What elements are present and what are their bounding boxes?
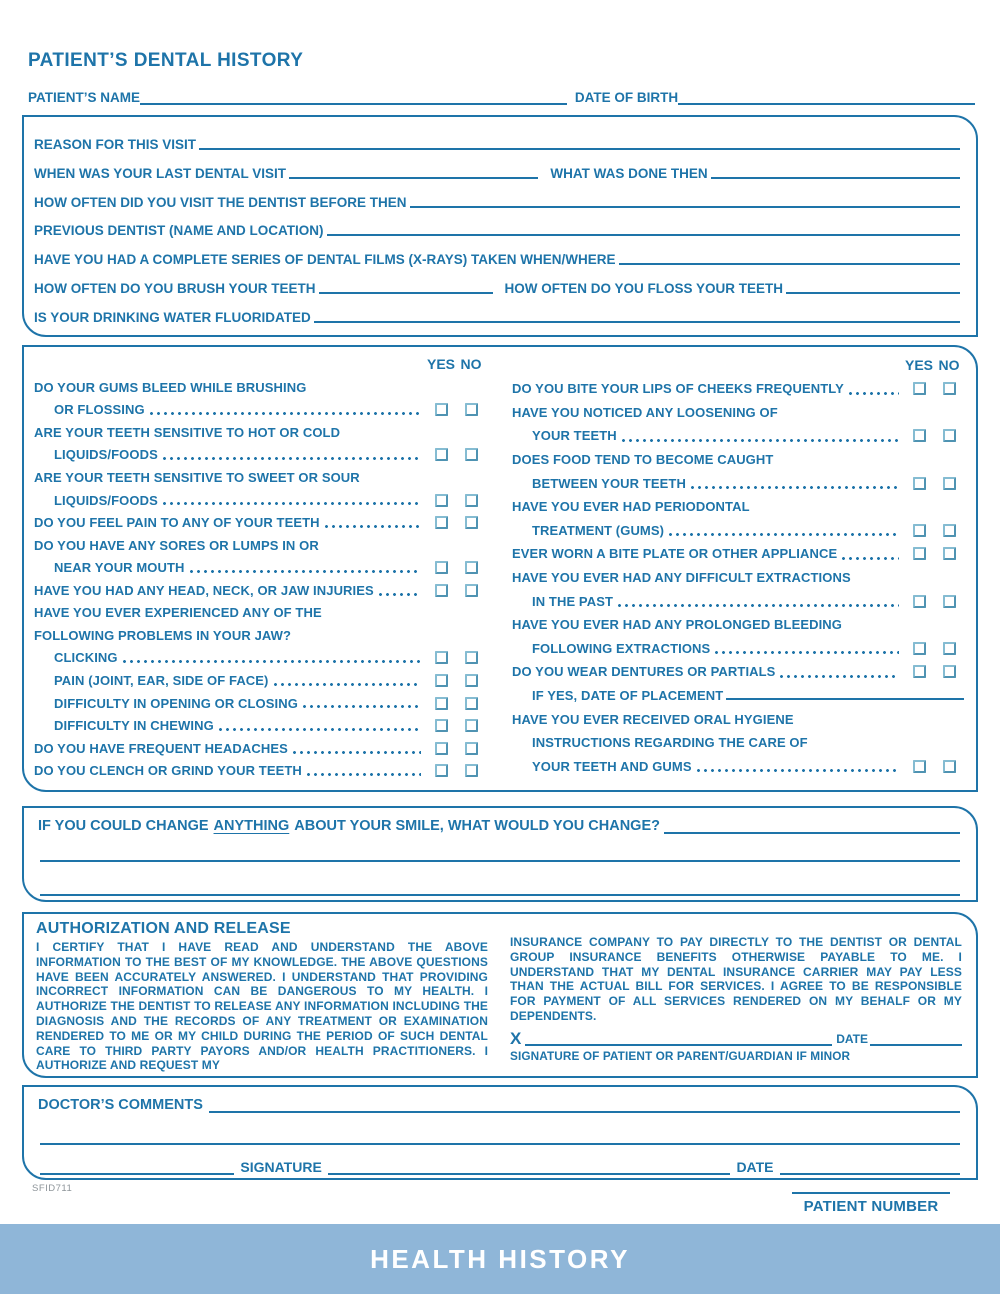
question-text: DIFFICULTY IN OPENING OR CLOSING [54, 695, 298, 711]
no-checkbox-cell [934, 760, 964, 773]
signature-row [510, 1028, 962, 1048]
yes-checkbox-cell [426, 764, 456, 777]
question-line [512, 542, 964, 566]
yes-checkbox[interactable] [913, 524, 926, 537]
question-text: DO YOU BITE YOUR LIPS OF CHEEKS FREQUENTLY [512, 381, 844, 397]
yes-checkbox-cell [426, 719, 456, 732]
question-text: ARE YOUR TEETH SENSITIVE TO HOT OR COLD [34, 424, 341, 440]
no-column-header: NO [938, 357, 960, 373]
no-checkbox[interactable] [943, 642, 956, 655]
dot-leader [163, 502, 421, 505]
question-text: ARE YOUR TEETH SENSITIVE TO SWEET OR SOUR [34, 469, 360, 485]
yes-checkbox-cell [904, 547, 934, 560]
doctor-signature-row [40, 1153, 960, 1175]
question-line [512, 424, 964, 448]
question-text: IF YES, DATE OF PLACEMENT [532, 688, 724, 704]
question-line [512, 448, 964, 472]
smile-question-suffix: ABOUT YOUR SMILE, WHAT WOULD YOU CHANGE? [294, 818, 660, 834]
question-line [34, 692, 486, 715]
visit-question-row [34, 125, 960, 152]
question-line [512, 613, 964, 637]
dot-leader [669, 533, 899, 536]
signature-caption: SIGNATURE OF PATIENT OR PARENT/GUARDIAN IF MINOR [510, 1048, 851, 1063]
dot-leader [842, 557, 899, 560]
yes-checkbox-cell [904, 760, 934, 773]
no-checkbox-cell [456, 584, 486, 597]
no-checkbox[interactable] [465, 448, 478, 461]
health-history-banner [0, 1224, 1000, 1294]
no-checkbox[interactable] [943, 524, 956, 537]
question-text: IN THE PAST [532, 593, 614, 609]
no-checkbox-cell [456, 561, 486, 574]
page-title: PATIENT’S DENTAL HISTORY [28, 50, 304, 71]
question-line [34, 444, 486, 467]
dot-leader [163, 457, 421, 460]
yes-checkbox[interactable] [913, 477, 926, 490]
question-line [512, 684, 964, 708]
yes-checkbox[interactable] [435, 448, 448, 461]
patient-number-block [792, 1192, 950, 1215]
question-text: HAVE YOU EVER HAD PERIODONTAL [512, 499, 750, 515]
smile-question-line [38, 818, 960, 834]
no-checkbox-cell [456, 719, 486, 732]
dot-leader [622, 439, 899, 442]
no-checkbox[interactable] [465, 403, 478, 416]
no-checkbox-cell [934, 642, 964, 655]
no-checkbox[interactable] [465, 697, 478, 710]
doctor-date-label: DATE [736, 1159, 774, 1175]
visit-question-row [34, 269, 960, 296]
field-label: PREVIOUS DENTIST (NAME AND LOCATION) [34, 223, 324, 239]
patient-number-input-line[interactable] [792, 1192, 950, 1194]
dot-leader [150, 412, 421, 415]
question-text: HAVE YOU EVER HAD ANY PROLONGED BLEEDING [512, 617, 843, 633]
smile-answer-line-3[interactable] [40, 894, 960, 896]
smile-answer-line-2[interactable] [40, 860, 960, 862]
fill-in-line[interactable] [410, 196, 960, 208]
no-checkbox[interactable] [943, 547, 956, 560]
question-line [512, 589, 964, 613]
question-line [512, 637, 964, 661]
patient-name-row [28, 90, 975, 105]
yes-checkbox[interactable] [435, 697, 448, 710]
doctor-signature-label: SIGNATURE [240, 1159, 322, 1175]
question-text: YOUR TEETH [532, 428, 617, 444]
no-checkbox[interactable] [943, 760, 956, 773]
question-text: DO YOU CLENCH OR GRIND YOUR TEETH [34, 763, 302, 779]
smile-question-box [22, 806, 978, 902]
question-line [34, 602, 486, 625]
fill-in-line[interactable] [711, 167, 960, 179]
question-line [512, 707, 964, 731]
dot-leader [303, 705, 421, 708]
no-checkbox-cell [934, 547, 964, 560]
yes-checkbox[interactable] [435, 742, 448, 755]
question-line [34, 737, 486, 760]
question-text: EVER WORN A BITE PLATE OR OTHER APPLIANCE [512, 546, 838, 562]
no-checkbox-cell [934, 382, 964, 395]
fill-in-line[interactable] [327, 224, 961, 236]
visit-question-row [34, 183, 960, 210]
patient-number-label: PATIENT NUMBER [803, 1198, 939, 1215]
no-checkbox-cell [934, 595, 964, 608]
question-line [34, 399, 486, 422]
no-checkbox-cell [456, 448, 486, 461]
dot-leader [307, 773, 421, 776]
question-text: DO YOUR GUMS BLEED WHILE BRUSHING [34, 379, 307, 395]
no-checkbox[interactable] [465, 764, 478, 777]
dot-leader [274, 683, 422, 686]
no-checkbox[interactable] [943, 595, 956, 608]
question-line [512, 660, 964, 684]
no-checkbox[interactable] [465, 651, 478, 664]
question-line [34, 647, 486, 670]
question-text: CLICKING [54, 650, 118, 666]
visit-question-row [34, 211, 960, 238]
yes-checkbox-cell [426, 674, 456, 687]
dot-leader [293, 751, 421, 754]
doctor-comments-line-1[interactable] [209, 1098, 960, 1113]
question-text: HAVE YOU HAD ANY HEAD, NECK, OR JAW INJURIES [34, 582, 374, 598]
dot-leader [325, 525, 421, 528]
no-checkbox[interactable] [465, 561, 478, 574]
question-line [34, 534, 486, 557]
yes-checkbox[interactable] [435, 764, 448, 777]
yes-checkbox-cell [426, 651, 456, 664]
field-label: REASON FOR THIS VISIT [34, 137, 197, 152]
field-label: HOW OFTEN DO YOU BRUSH YOUR TEETH [34, 281, 316, 297]
doctor-comments-row [38, 1097, 960, 1113]
question-text: OR FLOSSING [54, 402, 145, 418]
patient-name-input-line[interactable] [140, 90, 567, 105]
fill-in-line[interactable] [199, 138, 960, 150]
field-label: HOW OFTEN DID YOU VISIT THE DENTIST BEFORE THEN [34, 194, 407, 210]
question-line [34, 624, 486, 647]
doctor-comments-label: DOCTOR’S COMMENTS [38, 1097, 203, 1113]
dot-leader [691, 486, 899, 489]
no-checkbox-cell [456, 742, 486, 755]
doctor-date-line[interactable] [780, 1160, 960, 1175]
questionnaire-left-column [34, 353, 486, 782]
visit-question-row [34, 298, 960, 325]
yes-checkbox-cell [904, 382, 934, 395]
question-text: FOLLOWING EXTRACTIONS [532, 640, 711, 656]
form-code: SFID711 [32, 1183, 73, 1194]
authorization-right-column [510, 920, 962, 1072]
signature-date-label: DATE [836, 1031, 868, 1046]
question-text: HAVE YOU NOTICED ANY LOOSENING OF [512, 404, 778, 420]
authorization-text-right: INSURANCE COMPANY TO PAY DIRECTLY TO THE DENTIST OR DENTAL GROUP INSURANCE BENEFITS OTHERWISE PAYABLE TO ME. I UNDERSTAND THAT MY DENTAL INSURANCE CARRIER MAY PAY LESS THAN THE ACTUAL BILL FOR SERVICES. I AGREE TO BE RESPONSIBLE FOR PAYMENT OF ALL SERVICES RENDERED ON MY BEHALF OR MY DEPENDENTS. [510, 935, 962, 1023]
question-line [512, 377, 964, 401]
question-text: INSTRUCTIONS REGARDING THE CARE OF [532, 735, 808, 751]
question-line [34, 579, 486, 602]
yes-checkbox[interactable] [435, 403, 448, 416]
dot-leader [123, 660, 421, 663]
signature-x-mark: X [510, 1028, 522, 1048]
question-text: HAVE YOU EVER RECEIVED ORAL HYGIENE [512, 711, 794, 727]
question-text: DIFFICULTY IN CHEWING [54, 718, 214, 734]
question-text: LIQUIDS/FOODS [54, 447, 158, 463]
fill-in-line[interactable] [786, 282, 960, 294]
date-of-birth-label: DATE OF BIRTH [574, 90, 679, 105]
dot-leader [780, 675, 899, 678]
authorization-text-left: I CERTIFY THAT I HAVE READ AND UNDERSTAND THE ABOVE INFORMATION TO THE BEST OF MY KNOWLEDGE. THE ABOVE QUESTIONS HAVE BEEN ACCURATELY ANSWERED. I UNDERSTAND THAT PROVIDING INCORRECT INFORMATION CAN BE DANGEROUS TO MY HEALTH. I AUTHORIZE THE DENTIST TO RELEASE ANY INFORMATION INCLUDING THE DIAGNOSIS AND THE RECORDS OF ANY TREATMENT OR EXAMINATION RENDERED TO ME OR MY CHILD DURING THE PERIOD OF SUCH DENTAL CARE TO THIRD PARTY PAYORS AND/OR HEALTH PRACTITIONERS. I AUTHORIZE AND REQUEST MY [36, 940, 488, 1073]
no-checkbox-cell [456, 764, 486, 777]
question-line [34, 760, 486, 783]
health-history-banner-text: HEALTH HISTORY [370, 1243, 630, 1274]
yes-checkbox-cell [904, 642, 934, 655]
field-label: WHEN WAS YOUR LAST DENTAL VISIT [34, 165, 287, 181]
fill-in-line[interactable] [319, 282, 493, 294]
no-checkbox[interactable] [943, 429, 956, 442]
yes-checkbox-cell [426, 584, 456, 597]
date-of-birth-input-line[interactable] [678, 90, 975, 105]
no-checkbox-cell [456, 494, 486, 507]
question-text: PAIN (JOINT, EAR, SIDE OF FACE) [54, 673, 269, 689]
right-yes-no-header [512, 353, 964, 377]
yes-checkbox[interactable] [435, 494, 448, 507]
question-text: HAVE YOU EVER EXPERIENCED ANY OF THE [34, 605, 322, 621]
question-text: DOES FOOD TEND TO BECOME CAUGHT [512, 452, 774, 468]
no-checkbox[interactable] [465, 584, 478, 597]
yes-checkbox-cell [426, 516, 456, 529]
no-column-header: NO [460, 356, 482, 373]
yes-checkbox-cell [426, 697, 456, 710]
question-line [512, 495, 964, 519]
dot-leader [715, 651, 899, 654]
yes-checkbox-cell [426, 742, 456, 755]
yes-checkbox-cell [426, 561, 456, 574]
dot-leader [190, 570, 421, 573]
yes-no-questionnaire-box [22, 345, 978, 792]
no-checkbox[interactable] [465, 742, 478, 755]
yes-checkbox-cell [426, 403, 456, 416]
doctor-signature-line[interactable] [328, 1160, 731, 1175]
smile-question-prefix: IF YOU COULD CHANGE [38, 818, 209, 834]
question-line [34, 714, 486, 737]
questionnaire-right-column [512, 353, 964, 782]
yes-checkbox-cell [904, 477, 934, 490]
yes-checkbox[interactable] [435, 651, 448, 664]
yes-checkbox[interactable] [913, 429, 926, 442]
yes-checkbox[interactable] [435, 674, 448, 687]
question-line [512, 755, 964, 779]
dot-leader [379, 593, 421, 596]
question-line [34, 466, 486, 489]
authorization-heading: AUTHORIZATION AND RELEASE [36, 920, 291, 937]
no-checkbox-cell [456, 403, 486, 416]
yes-checkbox[interactable] [913, 642, 926, 655]
no-checkbox-cell [934, 524, 964, 537]
smile-answer-line-1[interactable] [664, 819, 960, 834]
no-checkbox[interactable] [465, 674, 478, 687]
question-line [34, 376, 486, 399]
no-checkbox[interactable] [465, 516, 478, 529]
no-checkbox[interactable] [465, 719, 478, 732]
visit-questions-box [22, 115, 978, 337]
yes-column-header: YES [904, 357, 933, 373]
no-checkbox-cell [456, 516, 486, 529]
authorization-box [22, 912, 978, 1078]
visit-question-row [34, 154, 960, 181]
dot-leader [219, 728, 421, 731]
field-label: IS YOUR DRINKING WATER FLUORIDATED [34, 309, 311, 325]
question-text: FOLLOWING PROBLEMS IN YOUR JAW? [34, 627, 292, 643]
no-checkbox-cell [456, 651, 486, 664]
yes-checkbox[interactable] [435, 584, 448, 597]
field-label: HOW OFTEN DO YOU FLOSS YOUR TEETH [504, 281, 784, 297]
fill-in-line[interactable] [314, 311, 960, 323]
question-text: DO YOU HAVE ANY SORES OR LUMPS IN OR [34, 537, 319, 553]
yes-checkbox-cell [426, 448, 456, 461]
dot-leader [697, 769, 899, 772]
signature-date-line[interactable] [870, 1036, 962, 1046]
question-line [512, 566, 964, 590]
dot-leader [849, 392, 899, 395]
no-checkbox-cell [456, 674, 486, 687]
yes-column-header: YES [426, 356, 455, 373]
question-text: NEAR YOUR MOUTH [54, 560, 185, 576]
no-checkbox[interactable] [943, 665, 956, 678]
yes-checkbox-cell [904, 429, 934, 442]
patient-signature-line[interactable] [525, 1036, 832, 1046]
question-line [34, 669, 486, 692]
no-checkbox-cell [934, 429, 964, 442]
yes-checkbox[interactable] [913, 595, 926, 608]
question-line [34, 556, 486, 579]
no-checkbox-cell [456, 697, 486, 710]
authorization-left-column [36, 920, 488, 1072]
yes-checkbox[interactable] [435, 516, 448, 529]
field-label: HAVE YOU HAD A COMPLETE SERIES OF DENTAL FILMS (X-RAYS) TAKEN WHEN/WHERE [34, 252, 616, 268]
question-text: LIQUIDS/FOODS [54, 492, 158, 508]
question-text: YOUR TEETH AND GUMS [532, 758, 692, 774]
question-text: BETWEEN YOUR TEETH [532, 475, 686, 491]
no-checkbox-cell [934, 477, 964, 490]
yes-checkbox[interactable] [435, 561, 448, 574]
question-line [512, 519, 964, 543]
yes-checkbox[interactable] [913, 547, 926, 560]
yes-checkbox[interactable] [913, 665, 926, 678]
yes-checkbox-cell [904, 595, 934, 608]
no-checkbox[interactable] [943, 382, 956, 395]
question-line [34, 511, 486, 534]
question-line [512, 401, 964, 425]
doctor-comments-line-2[interactable] [40, 1143, 960, 1145]
dot-leader [618, 604, 899, 607]
question-text: TREATMENT (GUMS) [532, 522, 665, 538]
question-text: DO YOU HAVE FREQUENT HEADACHES [34, 740, 288, 756]
question-line [34, 489, 486, 512]
fill-in-line[interactable] [726, 688, 964, 700]
question-line [512, 471, 964, 495]
question-text: HAVE YOU EVER HAD ANY DIFFICULT EXTRACTIONS [512, 570, 851, 586]
question-line [34, 421, 486, 444]
smile-question-underlined-word: ANYTHING [213, 818, 290, 834]
left-yes-no-header [34, 353, 486, 376]
doctor-comments-box [22, 1085, 978, 1180]
no-checkbox[interactable] [943, 477, 956, 490]
question-text: DO YOU FEEL PAIN TO ANY OF YOUR TEETH [34, 515, 320, 531]
field-label: WHAT WAS DONE THEN [550, 165, 708, 181]
fill-in-line[interactable] [289, 167, 538, 179]
no-checkbox-cell [934, 665, 964, 678]
question-text: DO YOU WEAR DENTURES OR PARTIALS [512, 664, 776, 680]
doctor-pre-signature-line[interactable] [40, 1160, 234, 1175]
yes-checkbox[interactable] [435, 719, 448, 732]
yes-checkbox-cell [904, 665, 934, 678]
question-line [512, 731, 964, 755]
visit-question-row [34, 240, 960, 267]
yes-checkbox[interactable] [913, 760, 926, 773]
fill-in-line[interactable] [619, 253, 960, 265]
yes-checkbox-cell [426, 494, 456, 507]
patient-name-label: PATIENT’S NAME [28, 90, 141, 105]
no-checkbox[interactable] [465, 494, 478, 507]
yes-checkbox-cell [904, 524, 934, 537]
yes-checkbox[interactable] [913, 382, 926, 395]
